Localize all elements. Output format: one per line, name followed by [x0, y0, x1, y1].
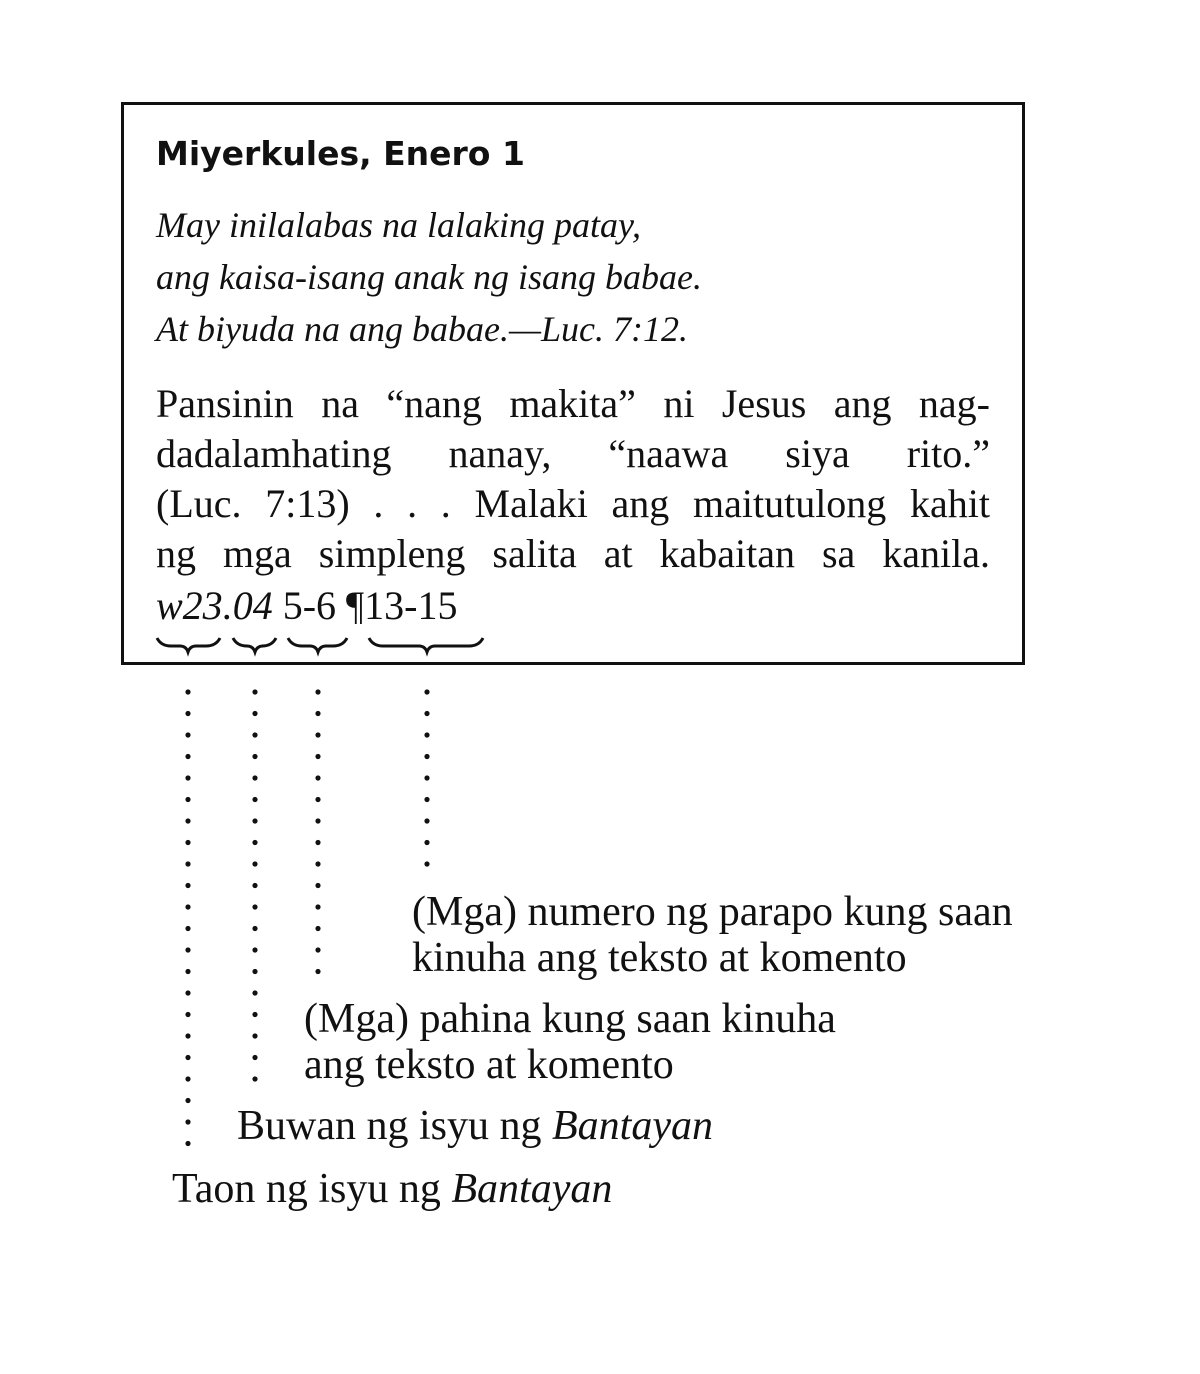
label-year-emph: Bantayan [451, 1166, 613, 1212]
connector-dot [424, 754, 429, 759]
connector-dot [315, 797, 320, 802]
connector-dot [315, 754, 320, 759]
connector-dot [252, 732, 257, 737]
connector-dot [424, 818, 429, 823]
connector-dot [252, 947, 257, 952]
connector-dot [252, 990, 257, 995]
connector-dot [252, 840, 257, 845]
connector-dot [315, 689, 320, 694]
connector-dot [424, 861, 429, 866]
connector-dot [185, 1141, 190, 1146]
connector-dot [315, 947, 320, 952]
label-pages-2: ang teksto at komento [304, 1042, 674, 1088]
connector-dot [315, 818, 320, 823]
connector-dot [185, 818, 190, 823]
connector-dot [424, 689, 429, 694]
connector-dot [252, 711, 257, 716]
label-year-text: Taon ng isyu ng [172, 1166, 452, 1212]
connector-dot [185, 947, 190, 952]
connector-dot [315, 840, 320, 845]
label-month [237, 1102, 713, 1150]
connector-dot [185, 883, 190, 888]
label-paragraphs-1: (Mga) numero ng parapo kung saan [412, 889, 1013, 935]
connector-dot [424, 775, 429, 780]
connector-dot [424, 797, 429, 802]
connector-dot [315, 732, 320, 737]
connector-dot [424, 732, 429, 737]
ref-publication: w23 [156, 583, 223, 628]
brace [369, 638, 483, 652]
connector-dot [252, 926, 257, 931]
connector-dot [185, 1098, 190, 1103]
label-paragraphs-2: kinuha ang teksto at komento [412, 935, 907, 981]
connector-dot [252, 883, 257, 888]
connector-dot [185, 1055, 190, 1060]
ref-issue: .04 [222, 583, 273, 628]
connector-dot [424, 711, 429, 716]
connector-dot [185, 1119, 190, 1124]
date-heading: Miyerkules, Enero 1 [156, 134, 525, 173]
connector-dot [185, 840, 190, 845]
connector-dot [185, 1033, 190, 1038]
connector-dot [185, 1012, 190, 1017]
connector-dot [315, 883, 320, 888]
connector-dot [252, 689, 257, 694]
comment-line: (Luc. 7:13) . . . Malaki ang maitutulong kahit [156, 481, 990, 526]
connector-dot [185, 775, 190, 780]
connector-dot [315, 861, 320, 866]
connector-dot [252, 861, 257, 866]
connector-dot [185, 689, 190, 694]
comment-line: Pansinin na “nang makita” ni Jesus ang nag- [156, 381, 990, 426]
verse-line: ang kaisa-isang anak ng isang babae. [156, 257, 702, 297]
connector-dot [252, 797, 257, 802]
ref-paragraphs: ¶13-15 [346, 583, 458, 628]
label-year [172, 1165, 612, 1213]
connector-dot [185, 732, 190, 737]
comment-line: ng mga simpleng salita at kabaitan sa kanila. [156, 531, 990, 576]
comment-line: dadalamhating nanay, “naawa siya rito.” [156, 431, 990, 476]
label-pages-1: (Mga) pahina kung saan kinuha [304, 996, 836, 1042]
connector-dot [252, 969, 257, 974]
connector-dot [315, 969, 320, 974]
ref-pages: 5-6 [282, 583, 337, 628]
brace [233, 638, 276, 652]
connector-dot [252, 1012, 257, 1017]
connector-dot [315, 775, 320, 780]
brace [288, 638, 347, 652]
connector-dot [185, 797, 190, 802]
connector-dot [252, 1033, 257, 1038]
connector-dot [252, 1076, 257, 1081]
connector-dot [252, 1055, 257, 1060]
connector-dot [185, 926, 190, 931]
connector-dot [252, 775, 257, 780]
connector-dot [185, 711, 190, 716]
brace [157, 638, 220, 652]
connector-dot [315, 711, 320, 716]
connector-dot [185, 969, 190, 974]
connector-dot [252, 818, 257, 823]
connector-dot [185, 861, 190, 866]
connector-dot [185, 990, 190, 995]
label-month-emph: Bantayan [552, 1103, 713, 1149]
connector-dot [252, 904, 257, 909]
connector-dot [185, 1076, 190, 1081]
label-month-text: Buwan ng isyu ng [237, 1103, 552, 1149]
verse-line: May inilalabas na lalaking patay, [156, 205, 641, 245]
verse-line: At biyuda na ang babae.—Luc. 7:12. [156, 309, 688, 349]
connector-dot [424, 840, 429, 845]
connector-dot [185, 754, 190, 759]
connector-dot [252, 754, 257, 759]
connector-dot [185, 904, 190, 909]
connector-dot [315, 904, 320, 909]
connector-dot [315, 926, 320, 931]
